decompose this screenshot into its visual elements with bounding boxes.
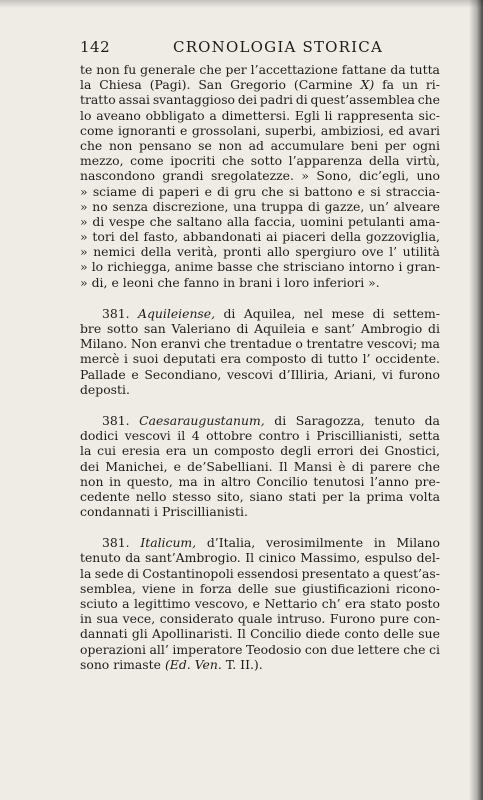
text-line: nascondono grandi sregolatezze. » Sono, dic’egli, uno bbox=[80, 168, 440, 184]
text-line: dei Manichei, e de’Sabelliani. Il Mansi è di parere che bbox=[80, 458, 440, 474]
text-line: non in questo, ma in altro Concilio tenutosi l’anno pre- bbox=[80, 473, 440, 489]
text-line: mezzo, come ipocriti che sotto l’apparenza della virtù, bbox=[80, 153, 440, 169]
text-line: » lo richiegga, anime basse che strisciano intorno i gran- bbox=[80, 259, 440, 275]
text-line: » di, e leoni che fanno in brani i loro inferiori ». bbox=[80, 274, 380, 290]
text-line: in sua vece, considerato quale intruso. Furono pure con- bbox=[80, 611, 440, 627]
text-line: bre sotto san Valeriano di Aquileia e sant’ Ambrogio di bbox=[80, 321, 440, 336]
paragraph-gap bbox=[80, 519, 440, 535]
paragraph bbox=[80, 413, 440, 519]
paragraph bbox=[80, 62, 440, 290]
text-line: deposti. bbox=[80, 381, 130, 397]
running-title: CRONOLOGIA STORICA bbox=[173, 38, 383, 56]
book-spine-shadow bbox=[469, 0, 483, 800]
paragraph-gap bbox=[80, 290, 440, 306]
text-line: 381. Italicum, d’Italia, verosimilmente in Milano bbox=[102, 535, 440, 551]
text-line: che non pensano se non ad accumulare beni per ogni bbox=[80, 137, 440, 153]
text-line: semblea, viene in forza delle sue giustificazioni ricono- bbox=[80, 580, 440, 596]
text-line: sono rimaste (Ed. Ven. T. II.). bbox=[80, 656, 263, 672]
text-line: 381. Caesaraugustanum, di Saragozza, tenuto da bbox=[102, 412, 440, 428]
text-line: dannati gli Apollinaristi. Il Concilio diede conto delle sue bbox=[80, 626, 440, 642]
text-line: mercè i suoi deputati era composto di tutto l’ occidente. bbox=[80, 351, 440, 367]
text-line: tenuto da sant’Ambrogio. Il cinico Massimo, espulso del- bbox=[80, 550, 440, 566]
text-line: » sciame di paperi e di gru che si battono e si straccia- bbox=[80, 183, 440, 199]
paragraph bbox=[80, 535, 440, 672]
text-line: lo aveano obbligato a dimettersi. Egli li rappresenta sic- bbox=[80, 107, 440, 123]
text-line: » no senza discrezione, una truppa di gazze, un’ alveare bbox=[80, 198, 440, 214]
text-line: Milano. Non eranvi che trentadue o trentatre vescovi; ma bbox=[80, 336, 440, 352]
text-line: 381. Aquileiense, di Aquilea, nel mese di settem- bbox=[102, 305, 440, 321]
text-line: cedente nello stesso sito, siano stati per la prima volta bbox=[80, 488, 440, 504]
text-line: tratto assai svantaggioso dei padri di quest’assemblea che bbox=[80, 92, 440, 108]
paragraph-gap bbox=[80, 397, 440, 413]
text-line: » nemici della verità, pronti allo spergiuro ove l’ utilità bbox=[80, 244, 440, 260]
text-line: sciuto a legittimo vescovo, e Nettario ch’ era stato posto bbox=[80, 596, 440, 611]
paragraph bbox=[80, 306, 440, 397]
text-line: » tori del fasto, abbandonati ai piaceri della gozzoviglia, bbox=[80, 229, 440, 245]
page-header bbox=[80, 38, 440, 58]
text-line: te non fu generale che per l’accettazione fattane da tutta bbox=[80, 62, 440, 77]
text-line: » di vespe che saltano alla faccia, uomini petulanti ama- bbox=[80, 213, 440, 229]
page-number: 142 bbox=[80, 38, 111, 56]
body-text bbox=[80, 62, 440, 672]
text-line: la Chiesa (Pagi). San Gregorio (Carmine X) fa un ri- bbox=[80, 77, 440, 93]
text-line: la sede di Costantinopoli essendosi presentato a quest’as- bbox=[80, 565, 440, 581]
text-line: dodici vescovi il 4 ottobre contro i Priscillianisti, setta bbox=[80, 428, 440, 444]
text-line: operazioni all’ imperatore Teodosio con due lettere che ci bbox=[80, 641, 440, 657]
page-top-shadow bbox=[0, 0, 483, 8]
text-line: come ignoranti e grossolani, superbi, ambiziosi, ed avari bbox=[80, 122, 440, 138]
text-line: Pallade e Secondiano, vescovi d’Illiria, Ariani, vi furono bbox=[80, 366, 440, 382]
text-line: condannati i Priscillianisti. bbox=[80, 504, 248, 520]
text-line: la cui eresia era un composto degli errori dei Gnostici, bbox=[80, 443, 440, 459]
